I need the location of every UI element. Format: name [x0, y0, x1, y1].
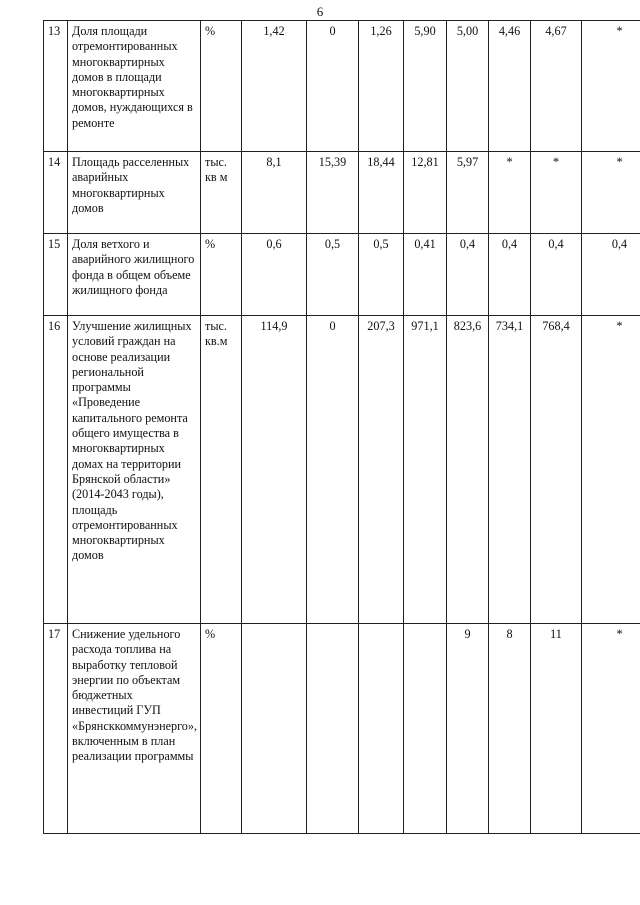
value-cell — [404, 624, 447, 834]
value-cell: 0 — [307, 316, 359, 624]
value-cell — [307, 624, 359, 834]
indicator-name: Площадь расселенных аварийных многоквартирных домов — [68, 152, 201, 234]
value-cell: * — [582, 21, 640, 152]
value-cell — [359, 624, 404, 834]
value-cell: 4,46 — [489, 21, 531, 152]
value-cell: 8 — [489, 624, 531, 834]
value-cell: 12,81 — [404, 152, 447, 234]
table-row — [44, 152, 640, 234]
value-cell: 734,1 — [489, 316, 531, 624]
value-cell: 5,00 — [447, 21, 489, 152]
value-cell: 5,97 — [447, 152, 489, 234]
unit-cell: % — [201, 234, 242, 316]
value-cell: 768,4 — [531, 316, 582, 624]
value-cell: * — [582, 316, 640, 624]
value-cell: * — [582, 624, 640, 834]
value-cell: 971,1 — [404, 316, 447, 624]
value-cell: 207,3 — [359, 316, 404, 624]
row-number: 16 — [44, 316, 68, 624]
value-cell: 0,5 — [307, 234, 359, 316]
value-cell: 1,26 — [359, 21, 404, 152]
row-number: 13 — [44, 21, 68, 152]
value-cell: * — [582, 152, 640, 234]
value-cell: 15,39 — [307, 152, 359, 234]
value-cell: 114,9 — [242, 316, 307, 624]
value-cell: 8,1 — [242, 152, 307, 234]
indicators-table — [43, 20, 640, 834]
value-cell — [242, 624, 307, 834]
value-cell: 5,90 — [404, 21, 447, 152]
value-cell: 0 — [307, 21, 359, 152]
value-cell: 18,44 — [359, 152, 404, 234]
value-cell: 9 — [447, 624, 489, 834]
page-number: 6 — [316, 4, 324, 19]
unit-cell: тыс. кв.м — [201, 316, 242, 624]
table-row — [44, 21, 640, 152]
value-cell: * — [489, 152, 531, 234]
value-cell: 0,4 — [489, 234, 531, 316]
unit-cell: тыс. кв м — [201, 152, 242, 234]
indicator-name: Снижение удельного расхода топлива на выработку тепловой энергии по объектам бюджетных инвестиций ГУП «Брянсккоммунэнерго», включенным в план реализации программы — [68, 624, 201, 834]
value-cell: 0,4 — [447, 234, 489, 316]
value-cell: 0,5 — [359, 234, 404, 316]
row-number: 17 — [44, 624, 68, 834]
value-cell: 823,6 — [447, 316, 489, 624]
table-row — [44, 624, 640, 834]
indicator-name: Улучшение жилищных условий граждан на основе реализации региональной программы «Проведение капитального ремонта общего имущества в многоквартирных домах на территории Брянской области» (2014-2043 годы), площадь отремонтированных многоквартирных домов — [68, 316, 201, 624]
indicator-name: Доля площади отремонтированных многоквартирных домов в площади многоквартирных домов, нуждающихся в ремонте — [68, 21, 201, 152]
unit-cell: % — [201, 21, 242, 152]
value-cell: 0,41 — [404, 234, 447, 316]
indicator-name: Доля ветхого и аварийного жилищного фонда в общем объеме жилищного фонда — [68, 234, 201, 316]
table-row — [44, 316, 640, 624]
value-cell: 1,42 — [242, 21, 307, 152]
value-cell: * — [531, 152, 582, 234]
row-number: 14 — [44, 152, 68, 234]
value-cell: 0,4 — [582, 234, 640, 316]
value-cell: 4,67 — [531, 21, 582, 152]
value-cell: 0,6 — [242, 234, 307, 316]
unit-cell: % — [201, 624, 242, 834]
row-number: 15 — [44, 234, 68, 316]
value-cell: 11 — [531, 624, 582, 834]
value-cell: 0,4 — [531, 234, 582, 316]
table-row — [44, 234, 640, 316]
